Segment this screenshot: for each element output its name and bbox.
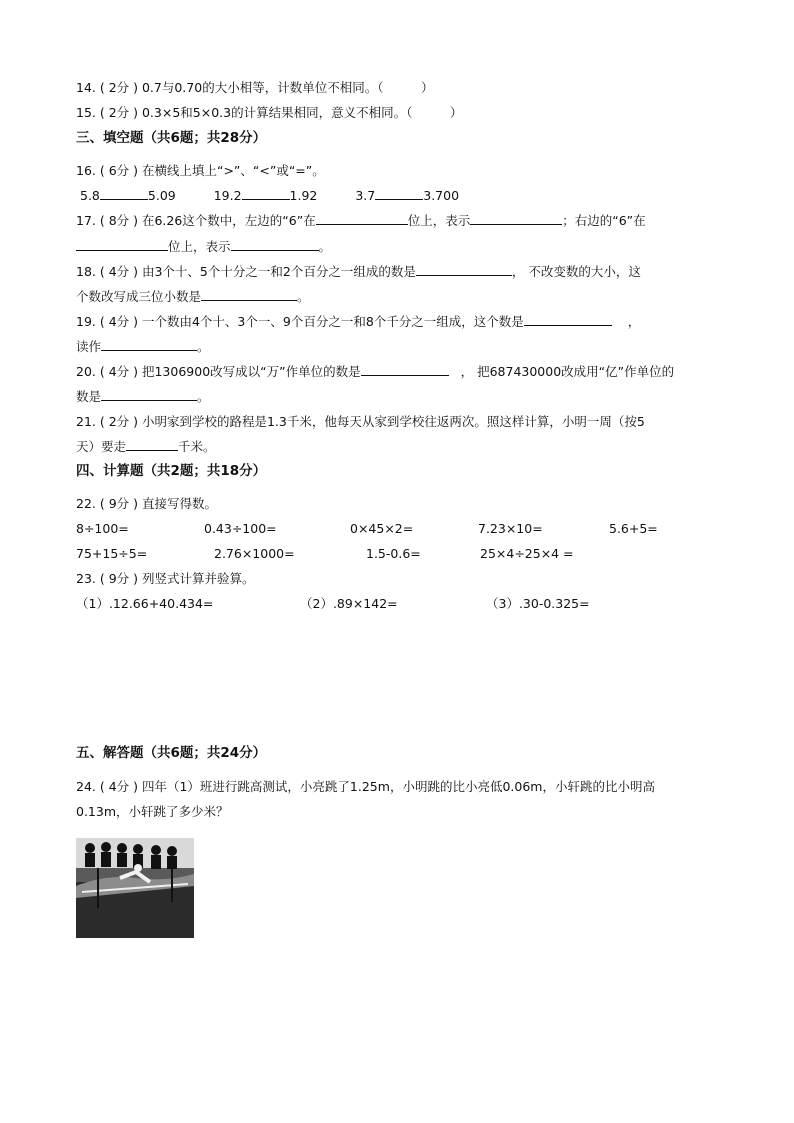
question-20-line-1: 20. ( 4分 ) 把1306900改写成以“万”作单位的数是 ， 把687430000改成用“亿”作单位的 xyxy=(76,364,675,379)
question-19-line-2: 读作 。 xyxy=(76,339,210,354)
question-18-line-2: 个数改写成三位小数是 。 xyxy=(76,289,310,304)
calc-item: 8÷100= xyxy=(76,521,129,536)
vertical-calc-item: （2）.89×142= xyxy=(300,596,398,611)
calc-item: 0×45×2= xyxy=(350,521,414,536)
question-21-line-2: 天）要走 千米。 xyxy=(76,439,216,454)
calc-item: 0.43÷100= xyxy=(204,521,277,536)
section-3-heading: 三、填空题（共6题；共28分） xyxy=(76,130,267,146)
question-15: 15. ( 2分 ) 0.3×5和5×0.3的计算结果相同，意义不相同。（ ） xyxy=(76,105,463,120)
question-16-items xyxy=(80,187,459,205)
answer-blank[interactable] xyxy=(101,338,197,351)
answer-blank[interactable] xyxy=(361,363,449,376)
answer-blank[interactable] xyxy=(231,238,319,251)
answer-blank[interactable] xyxy=(101,388,197,401)
compare-item: 5.8 5.09 xyxy=(80,188,176,203)
compare-item: 19.2 1.92 xyxy=(213,188,318,203)
calc-item: 2.76×1000= xyxy=(214,546,295,561)
compare-item: 3.7 3.700 xyxy=(355,188,460,203)
question-16: 16. ( 6分 ) 在横线上填上“>”、“<”或“=”。 xyxy=(76,163,325,178)
vertical-calc-item: （3）.30-0.325= xyxy=(486,596,590,611)
calc-item: 75+15÷5= xyxy=(76,546,148,561)
question-17-line-2: 位上，表示 。 xyxy=(76,238,331,256)
high-jump-photo xyxy=(76,838,194,938)
answer-blank[interactable] xyxy=(524,313,612,326)
answer-blank[interactable] xyxy=(416,263,512,276)
answer-blank[interactable] xyxy=(126,438,178,451)
answer-blank[interactable] xyxy=(76,238,168,251)
question-24-line-1: 24. ( 4分 ) 四年（1）班进行跳高测试，小亮跳了1.25m，小明跳的比小亮低0.06m，小轩跳的比小明高 xyxy=(76,779,655,794)
question-22: 22. ( 9分 ) 直接写得数。 xyxy=(76,496,217,511)
calc-item: 1.5-0.6= xyxy=(366,546,421,561)
answer-blank[interactable] xyxy=(100,187,148,200)
question-24-line-2: 0.13m，小轩跳了多少米？ xyxy=(76,804,229,819)
answer-blank[interactable] xyxy=(375,187,423,200)
calc-item: 7.23×10= xyxy=(478,521,543,536)
calc-item: 5.6+5= xyxy=(609,521,658,536)
question-17-line-1: 17. ( 8分 ) 在6.26这个数中，左边的“6”在 位上，表示 ；右边的“6”在 xyxy=(76,213,646,228)
section-5-heading: 五、解答题（共6题；共24分） xyxy=(76,745,267,761)
answer-blank[interactable] xyxy=(242,187,290,200)
question-19-line-1: 19. ( 4分 ) 一个数由4个十、3个一、9个百分之一和8个千分之一组成，这个数是 ， xyxy=(76,314,641,329)
answer-blank[interactable] xyxy=(201,288,297,301)
calc-item: 25×4÷25×4 = xyxy=(480,546,574,561)
question-21-line-1: 21. ( 2分 ) 小明家到学校的路程是1.3千米，他每天从家到学校往返两次。照这样计算，小明一周（按5 xyxy=(76,414,645,429)
vertical-calc-item: （1）.12.66+40.434= xyxy=(76,596,214,611)
section-4-heading: 四、计算题（共2题；共18分） xyxy=(76,463,267,479)
question-14: 14. ( 2分 ) 0.7与0.70的大小相等，计数单位不相同。（ ） xyxy=(76,80,434,95)
question-23: 23. ( 9分 ) 列竖式计算并验算。 xyxy=(76,571,255,586)
question-20-line-2: 数是 。 xyxy=(76,389,210,404)
answer-blank[interactable] xyxy=(470,212,562,225)
question-18-line-1: 18. ( 4分 ) 由3个十、5个十分之一和2个百分之一组成的数是 ， 不改变数的大小，这 xyxy=(76,264,641,279)
answer-blank[interactable] xyxy=(316,212,408,225)
